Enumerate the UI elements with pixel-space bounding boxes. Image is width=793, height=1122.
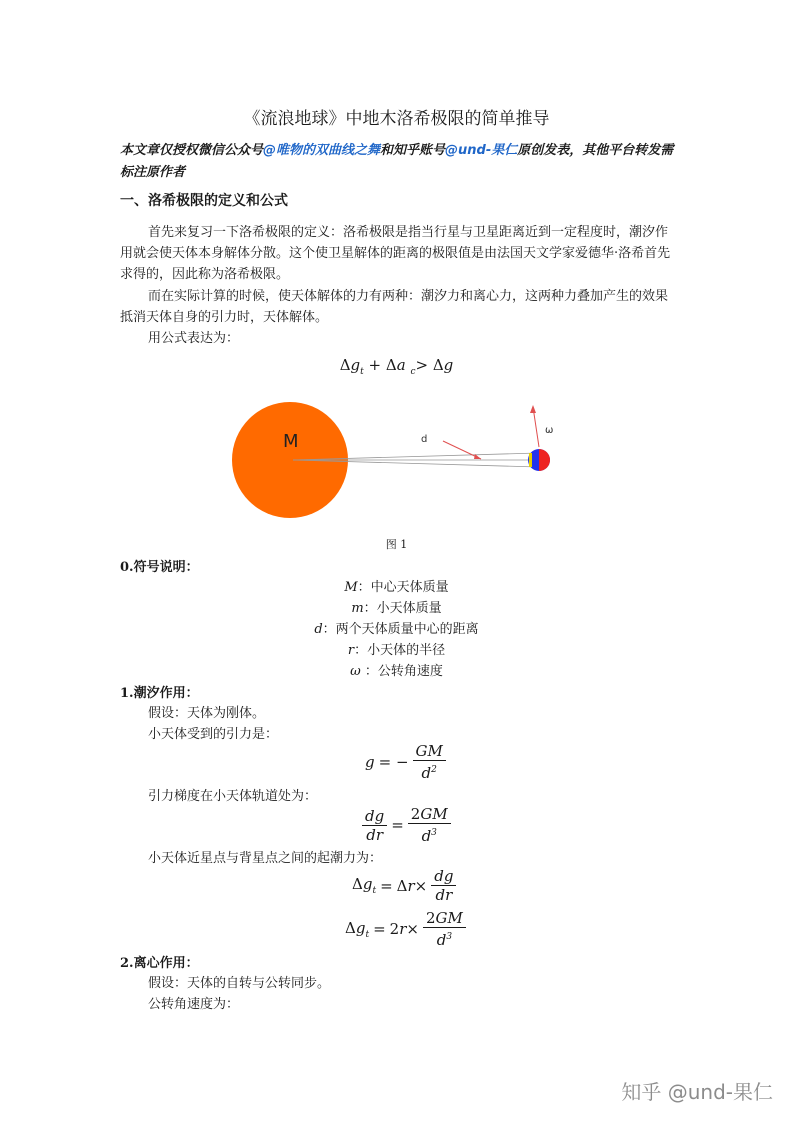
figure-caption: 图 1	[385, 538, 408, 551]
document-title: 《流浪地球》中地木洛希极限的简单推导	[243, 109, 550, 129]
centrifugal-omega-label: 公转角速度为：	[148, 997, 240, 1012]
centrifugal-assumption: 假设：天体的自转与公转同步。	[148, 976, 331, 991]
tide-heading: 1.潮汐作用：	[120, 686, 199, 701]
symbol-row: ω ：公转角速度	[350, 664, 443, 679]
formula-tide-2: $\Delta g_t$ = 2r× $\frac{2GM}{d^3}$	[345, 909, 466, 949]
symbols-heading: 0.符号说明：	[120, 560, 199, 575]
paragraph-forces: 而在实际计算的时候，使天体解体的力有两种：潮汐力和离心力，这两种力叠加产生的效果抵消天体自身的引力时，天体解体。	[120, 289, 669, 325]
paragraph-formula-intro: 用公式表达为：	[148, 331, 240, 346]
tide-gravity-label: 小天体受到的引力是：	[148, 727, 279, 742]
symbol-row: r：小天体的半径	[347, 643, 446, 658]
formula-tide-1: $\Delta g_t$ = Δr× $\frac{dg}{dr}$	[352, 867, 456, 904]
fig-label-d: d	[421, 434, 428, 445]
paragraph-definition: 首先来复习一下洛希极限的定义：洛希极限是指当行星与卫星距离近到一定程度时，潮汐作用就会使天体本身解体分散。这个使卫星解体的距离的极限值是由法国天文学家爱德华·洛希首先求得的，因此称为洛希极限。	[120, 225, 671, 282]
tide-gradient-label: 引力梯度在小天体轨道处为：	[148, 789, 318, 804]
symbol-row: d：两个天体质量中心的距离	[314, 622, 479, 637]
formula-gravity: g = − $\frac{GM}{d^2}$	[365, 742, 446, 782]
notice-mid: 和知乎账号	[380, 143, 446, 158]
notice-wechat-account[interactable]: @唯物的双曲线之舞	[263, 143, 381, 158]
symbol-row: M：中心天体质量	[344, 580, 449, 595]
fig-label-omega: ω	[545, 425, 554, 436]
section1-heading: 一、洛希极限的定义和公式	[120, 193, 288, 209]
fig-label-M: M	[283, 431, 299, 452]
notice-post: 原创发表，其他平台转发需标注原作者	[120, 143, 674, 180]
tide-assumption: 假设：天体为刚体。	[148, 706, 266, 721]
symbol-row: m：小天体质量	[351, 601, 442, 616]
centrifugal-heading: 2.离心作用：	[120, 956, 199, 971]
notice-zhihu-account[interactable]: @und-果仁	[445, 143, 518, 158]
formula-gradient: $\frac{dg}{dr}$ = $\frac{2GM}{d^3}$	[362, 805, 451, 845]
copyright-notice	[120, 140, 680, 184]
notice-pre: 本文章仅授权微信公众号	[120, 143, 264, 158]
zhihu-watermark: 知乎 @und-果仁	[621, 1080, 773, 1104]
tide-force-label: 小天体近星点与背星点之间的起潮力为：	[148, 851, 383, 866]
formula-main: $\Delta g_t + \Delta a$ $_c$> Δg	[339, 356, 454, 377]
figure-roche-diagram	[225, 395, 565, 525]
